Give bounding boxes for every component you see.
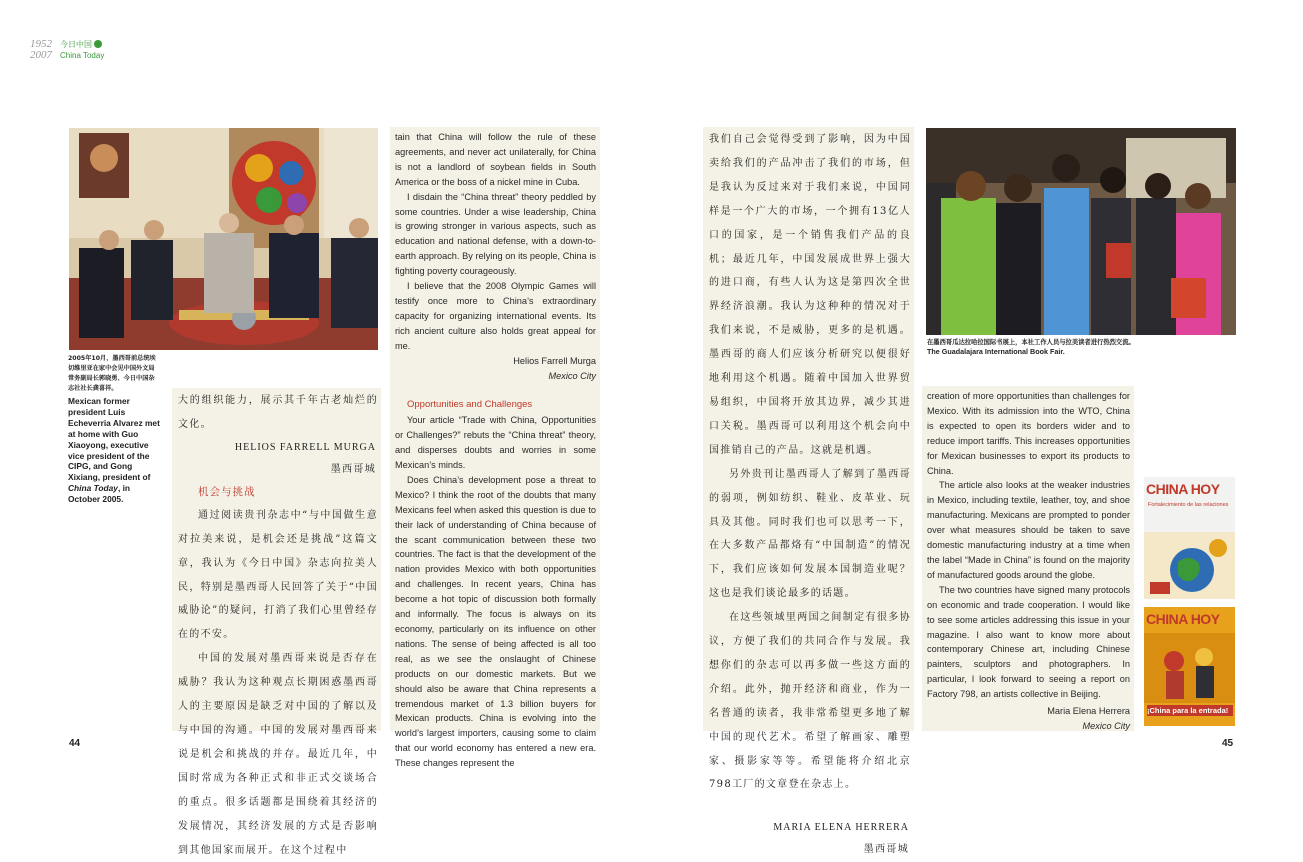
right-caption xyxy=(927,338,1237,357)
col-right-en-p2: The article also looks at the weaker industries in Mexico, including textile, leather, toy, and shoe manufacturing. Mexicans are prompted to ponder over what measures should be taken to save domestic manufacturing industry at a time when the label “Made in China” is found on the majority of manufactured goods around the globe. xyxy=(927,480,1130,580)
page-number-right: 45 xyxy=(1222,738,1234,749)
left-caption xyxy=(68,354,160,505)
photo-meeting xyxy=(69,128,378,350)
right-caption-en: The Guadalajara International Book Fair. xyxy=(927,347,1065,356)
col-right-sig-en: MARIA ELENA HERRERA xyxy=(773,822,909,834)
col-right-en-p3: The two countries have signed many protocols on economic and trade cooperation. I would like to see some articles addressing this issue in your magazine. I also want to know more about contemporary Chinese art, including Chinese painters, sculptors and photographers. In particular, I look forward to seeing a report on Factory 798, an artists collective in Beijing. xyxy=(927,584,1130,700)
left-caption-en xyxy=(68,396,160,505)
col-mid-p5: Does China’s development pose a threat to Mexico? I think the root of the doubts that many Mexicans feel when asked this question is due to their lack of understanding of China because of the scant communication between these two countries. The fact is that the development of the nation provides Mexico with both opportunities and challenges. In recent years, China has become a hot topic of discussion both formally and informally. The focus is always on its economy, particularly on its influence on other nations. The sense of being affected is all too real, as we see the onslaught of Chinese products on our domestic markets. But we should also be aware that China represents a tremendous market of 1.3 billion buyers for Mexican products. China is evolving into the world’s largest importers, causing some to claim that our world economy has entered a new era. These changes represent the xyxy=(395,474,596,769)
left-caption-en-part1: Mexican former president Luis Echeverria Alvarez met at home with Guo Xiaoyong, executive vice president of the CIPG, and Gong Xixiang, president of xyxy=(68,396,160,483)
left-caption-en-part2: China Today xyxy=(68,483,118,494)
col-left-p3: 中国的发展对墨西哥来说是否存在威胁？我认为这种观点长期困惑墨西哥人的主要原因是缺乏对中国的了解以及与中国的沟通。中国的发展对墨西哥来说是机会和挑战的并存。最近几年，中国时常成为各种正式和非正式交谈场合的重点。很多话题都是围绕着其经济的发展情况，其经济发展的方式是否影响到其他国家而展开。在这个过程中 xyxy=(178,653,378,856)
col-right-cn xyxy=(703,127,914,856)
col-mid-p3: I believe that the 2008 Olympic Games will testify once more to China’s extraordinary capacity for organizing international events. Its rich ancient culture also holds great appeal for me. xyxy=(395,281,596,351)
col-right-en-sig-city: Mexico City xyxy=(1082,720,1130,731)
masthead-year-bottom: 2007 xyxy=(30,49,52,61)
col-mid-p1: tain that China will follow the rule of these agreements, and never act unilaterally, for China is not a landlord of soybean fields in South America or the boss of a nickel mine in Cuba. xyxy=(395,132,596,187)
col-right-p2: 另外贵刊让墨西哥人了解到了墨西哥的弱项，例如纺织、鞋业、皮革业、玩具及其他。同时我们也可以思考一下，在大多数产品都烙有“中国制造”的情况下，我们应该如何发展本国制造业呢？这也是我们谈论最多的话题。 xyxy=(709,468,911,600)
cover-2-illustration xyxy=(1144,633,1235,703)
page-number-left: 44 xyxy=(69,738,81,749)
masthead-year-top: 1952 xyxy=(30,38,52,50)
col-right-p3: 在这些领域里两国之间制定有很多协议，方便了我们的共同合作与发展。我想你们的杂志可以再多做一些这方面的介绍。此外，抛开经济和商业，作为一名普通的读者，我非常希望更多地了解中国的现代艺术。希望了解画家、雕塑家、摄影家等等。希望能将介绍北京798工厂的文章登在杂志上。 xyxy=(709,612,911,791)
cover-2-title: CHINA HOY xyxy=(1146,611,1220,627)
masthead-cn-title: 今日中国 xyxy=(60,40,92,49)
cover-1-globe-icon xyxy=(1144,532,1235,599)
masthead xyxy=(30,38,150,64)
masthead-en-title: China Today xyxy=(60,51,105,60)
cover-2-tag: ¡China para la entrada! xyxy=(1147,705,1233,716)
col-right-sig-cn: 墨西哥城 xyxy=(863,844,909,856)
masthead-logo-icon xyxy=(94,40,102,48)
right-caption-cn: 在墨西哥瓜达拉哈拉国际书展上，本社工作人员与拉美读者进行热烈交流。 xyxy=(927,339,1135,346)
meeting-photo-illustration xyxy=(69,128,378,350)
col-left-sig-cn: 墨西哥城 xyxy=(330,463,376,475)
col-right-p1: 我们自己会觉得受到了影响，因为中国卖给我们的产品冲击了我们的市场，但是我认为反过来对于我们来说，中国同样是一个广大的市场，一个拥有13亿人口的国家，是一个销售我们产品的良机；最近几年，中国发展成世界上强大的进口商，有些人认为这是第四次全世界经济浪潮。我认为这种种的情况对于我们来说，不是威胁，更多的是机遇。墨西哥的商人们应该分析研究以便很好地利用这个机遇。随着中国加入世界贸易组织，中国将开放其边界，减少其进口关税。墨西哥可以利用这个机会向中国推销自己的产品。这就是机遇。 xyxy=(709,134,911,456)
cover-1-tag: Fortalecimiento de las relaciones xyxy=(1148,502,1229,508)
col-mid-heading: Opportunities and Challenges xyxy=(407,399,533,411)
col-mid-en xyxy=(390,127,600,769)
col-mid-sig-name: Helios Farrell Murga xyxy=(513,355,596,366)
magazine-cover-2 xyxy=(1144,607,1235,726)
col-left-p2: 通过阅读贵刊杂志中“与中国做生意对拉美来说，是机会还是挑战”这篇文章，我认为《今日中国》杂志向拉美人民，特别是墨西哥人民回答了关于“中国威胁论”的疑问，打消了我们心里曾经存在的不安。 xyxy=(178,509,378,641)
magazine-cover-1 xyxy=(1144,477,1235,599)
book-fair-photo-illustration xyxy=(926,128,1236,335)
col-left-cn xyxy=(172,388,381,856)
cover-1-title: CHINA HOY xyxy=(1146,481,1220,497)
col-mid-p4: Your article “Trade with China, Opportunities or Challenges?” rebuts the “China threat” theory, and disperses doubts and worries in some Mexican’s minds. xyxy=(395,415,596,471)
col-left-sig-en: HELIOS FARRELL MURGA xyxy=(234,441,376,453)
col-right-en xyxy=(922,386,1134,731)
col-mid-p2: I disdain the “China threat” theory peddled by some countries. Under a wise leadership, China is growing stronger in various aspects, such as education and national defense, with a down-to-earth approach. By relying on its people, China is fighting poverty courageously. xyxy=(395,191,596,277)
left-caption-en-part3: , in October 2005. xyxy=(68,483,131,505)
col-left-heading: 机会与挑战 xyxy=(198,485,256,498)
col-mid-sig-city: Mexico City xyxy=(548,370,596,381)
photo-book-fair xyxy=(926,128,1236,335)
col-left-p1: 大的组织能力，展示其千年古老灿烂的文化。 xyxy=(178,395,378,430)
left-caption-cn: 2005年10月，墨西哥前总统埃切维里亚在家中会见中国外文局常务副局长郭晓勇、今日中国杂志社社长龚喜祥。 xyxy=(68,355,156,392)
col-right-en-p1: creation of more opportunities than challenges for Mexico. With its admission into the WTO, China is expected to open its borders wider and to reduce import tariffs. This increases opportunities for Mexican businesses to export its products to China. xyxy=(927,391,1130,476)
col-right-en-sig-name: Maria Elena Herrera xyxy=(1047,706,1130,717)
